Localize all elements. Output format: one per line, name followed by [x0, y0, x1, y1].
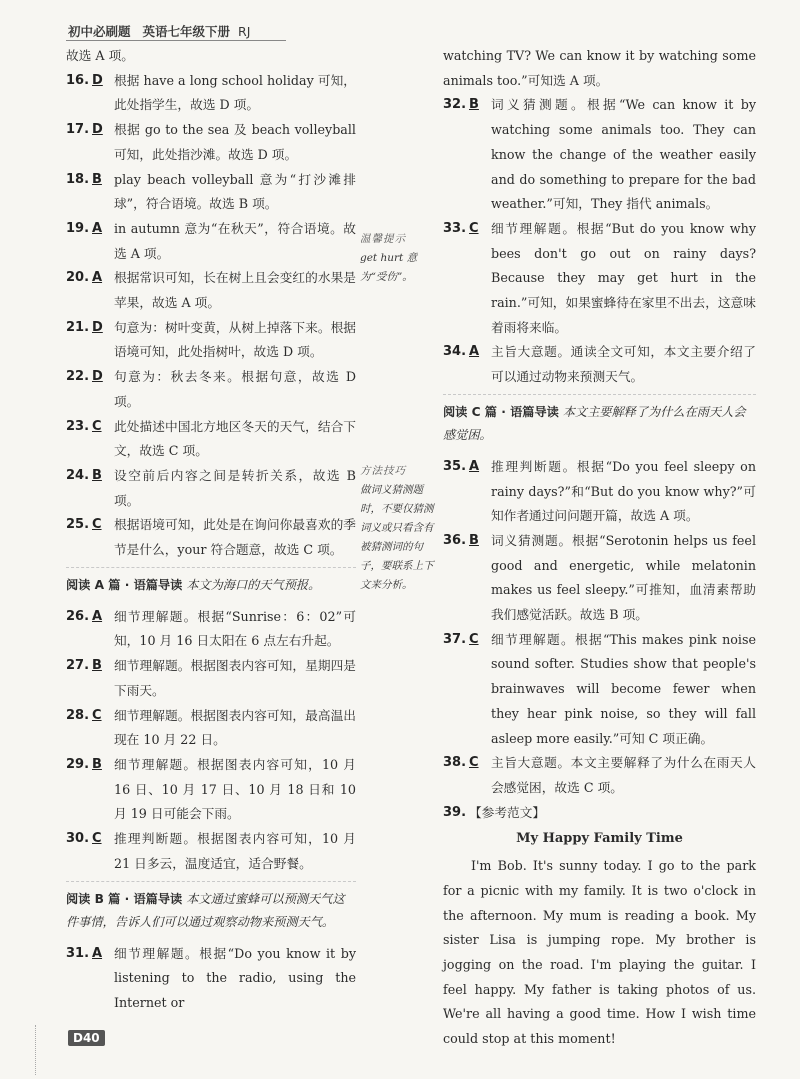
answer-letter: A	[92, 270, 103, 286]
answer-letter: C	[469, 755, 479, 771]
question-number: 27.	[66, 658, 90, 674]
question-number: 37.	[443, 631, 467, 647]
answer-item	[443, 455, 756, 529]
question-number: 25.	[66, 517, 90, 533]
question-number: 20.	[66, 270, 90, 286]
continued-text: watching TV? We can know it by watching some animals too.”可知选 A 项。	[443, 48, 756, 88]
answer-item	[443, 751, 756, 800]
answer-letter: B	[92, 467, 102, 483]
answer-letter: A	[92, 220, 103, 236]
explanation-text: 根据语境可知，此处是在询问你最喜欢的季节是什么，your 符合题意，故选 C 项。	[114, 517, 356, 558]
answer-letter: B	[469, 97, 479, 113]
answer-letter: C	[92, 831, 102, 847]
page-header	[68, 22, 250, 40]
question-number: 28.	[66, 707, 90, 723]
answer-item	[66, 69, 356, 118]
question-number: 32.	[443, 97, 467, 113]
answer-item	[66, 415, 356, 464]
question-number: 35.	[443, 458, 467, 474]
answer-letter: C	[92, 418, 102, 434]
answer-item	[66, 118, 356, 167]
left-column	[66, 44, 356, 1016]
explanation-text: 细节理解题。根据图表内容可知，10 月 16 日、10 月 17 日、10 月 18 日和 10 月 19 日可能会下雨。	[114, 756, 356, 822]
answer-letter: C	[469, 631, 479, 647]
tip-body: get hurt 意为“受伤”。	[360, 252, 418, 283]
answer-letter: A	[469, 344, 480, 360]
answer-letter: D	[92, 122, 103, 138]
answer-letter: B	[469, 532, 479, 548]
answer-item	[66, 464, 356, 513]
question-number: 36.	[443, 532, 467, 548]
section-text: 本文为海口的天气预报。	[186, 577, 321, 592]
answer-item	[443, 529, 756, 628]
explanation-text: 主旨大意题。本文主要解释了为什么在雨天人会感觉困，故选 C 项。	[491, 755, 756, 795]
explanation-text: 推理判断题。根据“Do you feel sleepy on rainy days?”和“But do you know why?”可知作者通过问问题开篇，故选 A 项。	[491, 458, 756, 524]
explanation-text: play beach volleyball 意为“打沙滩排球”，符合语境。故选 B 项。	[114, 171, 356, 212]
explanation-text: 细节理解题。根据“But do you know why bees don't go out on rainy days? Because they may get hurt in the rain.”可知，如果蜜蜂待在家里不出去，这意味着雨将来临。	[491, 220, 756, 335]
explanation-text: 词义猜测题。根据“We can know it by watching some animals too. They can know the change of the weather easily and do something to prepare for the bad weather.”可知，They 指代 animals。	[491, 97, 756, 212]
section-text: 本文通过蜜蜂可以预测天气这件事情，告诉人们可以通过观察动物来预测天气。	[66, 891, 345, 929]
answer-letter: A	[92, 608, 103, 624]
question-number: 34.	[443, 344, 467, 360]
answer-item	[443, 628, 756, 752]
section-guide	[443, 394, 756, 451]
page-decoration	[35, 1025, 66, 1075]
answer-letter: A	[469, 458, 480, 474]
tip-note-2	[360, 462, 440, 595]
explanation-text: 细节理解题。根据“Do you know it by listening to the radio, using the Internet or	[114, 945, 356, 1010]
tip-title: 方法技巧	[360, 465, 406, 477]
answer-letter: B	[92, 756, 102, 772]
answer-item	[443, 217, 756, 341]
question-number: 38.	[443, 755, 467, 771]
question-number: 29.	[66, 756, 90, 772]
answer-item	[443, 340, 756, 389]
answer-letter: A	[92, 945, 103, 961]
section-guide	[66, 567, 356, 601]
answer-letter: C	[469, 220, 479, 236]
question-number: 24.	[66, 467, 90, 483]
explanation-text: 细节理解题。根据图表内容可知，星期四是下雨天。	[114, 658, 356, 698]
question-number: 16.	[66, 72, 90, 88]
explanation-text: 细节理解题。根据图表内容可知，最高温出现在 10 月 22 日。	[114, 707, 356, 748]
question-number: 39.	[443, 804, 467, 820]
explanation-text: 根据 have a long school holiday 可知，此处指学生，故选 D 项。	[114, 72, 356, 113]
explanation-text: 设空前后内容之间是转折关系，故选 B 项。	[114, 467, 356, 508]
explanation-text: 【参考范文】	[469, 804, 546, 820]
answer-letter: B	[92, 658, 102, 674]
question-number: 31.	[66, 945, 90, 961]
explanation-text: 词义猜测题。根据“Serotonin helps us feel good and energetic, while melatonin makes us feel sleepy.”可推知，血清素帮助我们感觉活跃。故选 B 项。	[491, 532, 756, 623]
answer-letter: C	[92, 517, 102, 533]
answer-letter: B	[92, 171, 102, 187]
answer-item	[66, 513, 356, 562]
question-number: 23.	[66, 418, 90, 434]
answer-letter: C	[92, 707, 102, 723]
explanation-text: 根据 go to the sea 及 beach volleyball 可知，此处指沙滩。故选 D 项。	[114, 122, 356, 162]
essay-body: I'm Bob. It's sunny today. I go to the park for a picnic with my family. It is two o'clock in the afternoon. My mum is reading a book. My sister Lisa is jumping rope. My brother is jogging on the road. I'm playing the guitar. I feel happy. My father is taking photos of us. We're all having a good time. How I wish time could stop at this moment!	[443, 858, 756, 1047]
explanation-text: 细节理解题。根据“Sunrise：6：02”可知，10 月 16 日太阳在 6 点左右升起。	[114, 608, 356, 649]
answer-item	[443, 93, 756, 217]
answer-letter: D	[92, 369, 103, 385]
section-text: 本文主要解释了为什么在雨天人会感觉困。	[443, 404, 746, 442]
section-guide	[66, 881, 356, 938]
question-number: 19.	[66, 220, 90, 236]
answer-letter: D	[92, 319, 103, 335]
section-label: 阅读 C 篇 · 语篇导读	[443, 404, 559, 419]
question-number: 21.	[66, 319, 90, 335]
answer-item	[66, 266, 356, 315]
answer-item	[66, 217, 356, 266]
explanation-text: 推理判断题。根据图表内容可知，10 月 21 日多云，温度适宜，适合野餐。	[114, 831, 356, 871]
header-subject: 英语七年级下册	[142, 24, 231, 39]
section-label: 阅读 A 篇 · 语篇导读	[66, 577, 183, 592]
explanation-text: 根据常识可知，长在树上且会变红的水果是苹果，故选 A 项。	[114, 270, 356, 311]
question-number: 26.	[66, 608, 90, 624]
header-edition: RJ	[238, 24, 251, 39]
answer-item	[66, 654, 356, 703]
answer-item	[66, 605, 356, 654]
answer-item	[66, 168, 356, 217]
tip-title: 温馨提示	[360, 233, 406, 245]
tip-note-1	[360, 230, 440, 287]
question-number: 33.	[443, 220, 467, 236]
explanation-text: in autumn 意为“在秋天”，符合语境。故选 A 项。	[114, 220, 356, 261]
question-number: 18.	[66, 171, 90, 187]
explanation-text: 主旨大意题。通读全文可知，本文主要介绍了可以通过动物来预测天气。	[491, 344, 756, 385]
section-label: 阅读 B 篇 · 语篇导读	[66, 891, 183, 906]
question-number: 22.	[66, 369, 90, 385]
header-series: 初中必刷题	[68, 24, 131, 39]
page-number: D40	[68, 1030, 105, 1046]
continued-text: 故选 A 项。	[66, 48, 134, 63]
explanation-text: 细节理解题。根据“This makes pink noise sound softer. Studies show that people's brainwaves will become fewer when they hear pink noise, so they will fall asleep more easily.”可知 C 项正确。	[491, 631, 756, 746]
answer-item	[66, 365, 356, 414]
answer-item	[66, 704, 356, 753]
header-rule	[66, 40, 286, 41]
essay-title: My Happy Family Time	[516, 831, 683, 847]
answer-item	[66, 942, 356, 1016]
answer-item	[443, 801, 756, 826]
explanation-text: 此处描述中国北方地区冬天的天气，结合下文，故选 C 项。	[114, 418, 356, 459]
question-number: 17.	[66, 122, 90, 138]
answer-item	[66, 753, 356, 827]
answer-letter: D	[92, 72, 103, 88]
tip-body: 做词义猜测题时，不要仅猜测词义或只看含有被猜测词的句子，要联系上下文来分析。	[360, 484, 434, 591]
answer-item	[66, 316, 356, 365]
explanation-text: 句意为：树叶变黄，从树上掉落下来。根据语境可知，此处指树叶，故选 D 项。	[114, 319, 356, 360]
right-column	[443, 44, 756, 1052]
question-number: 30.	[66, 831, 90, 847]
explanation-text: 句意为：秋去冬来。根据句意，故选 D 项。	[114, 369, 356, 409]
answer-item	[66, 827, 356, 876]
